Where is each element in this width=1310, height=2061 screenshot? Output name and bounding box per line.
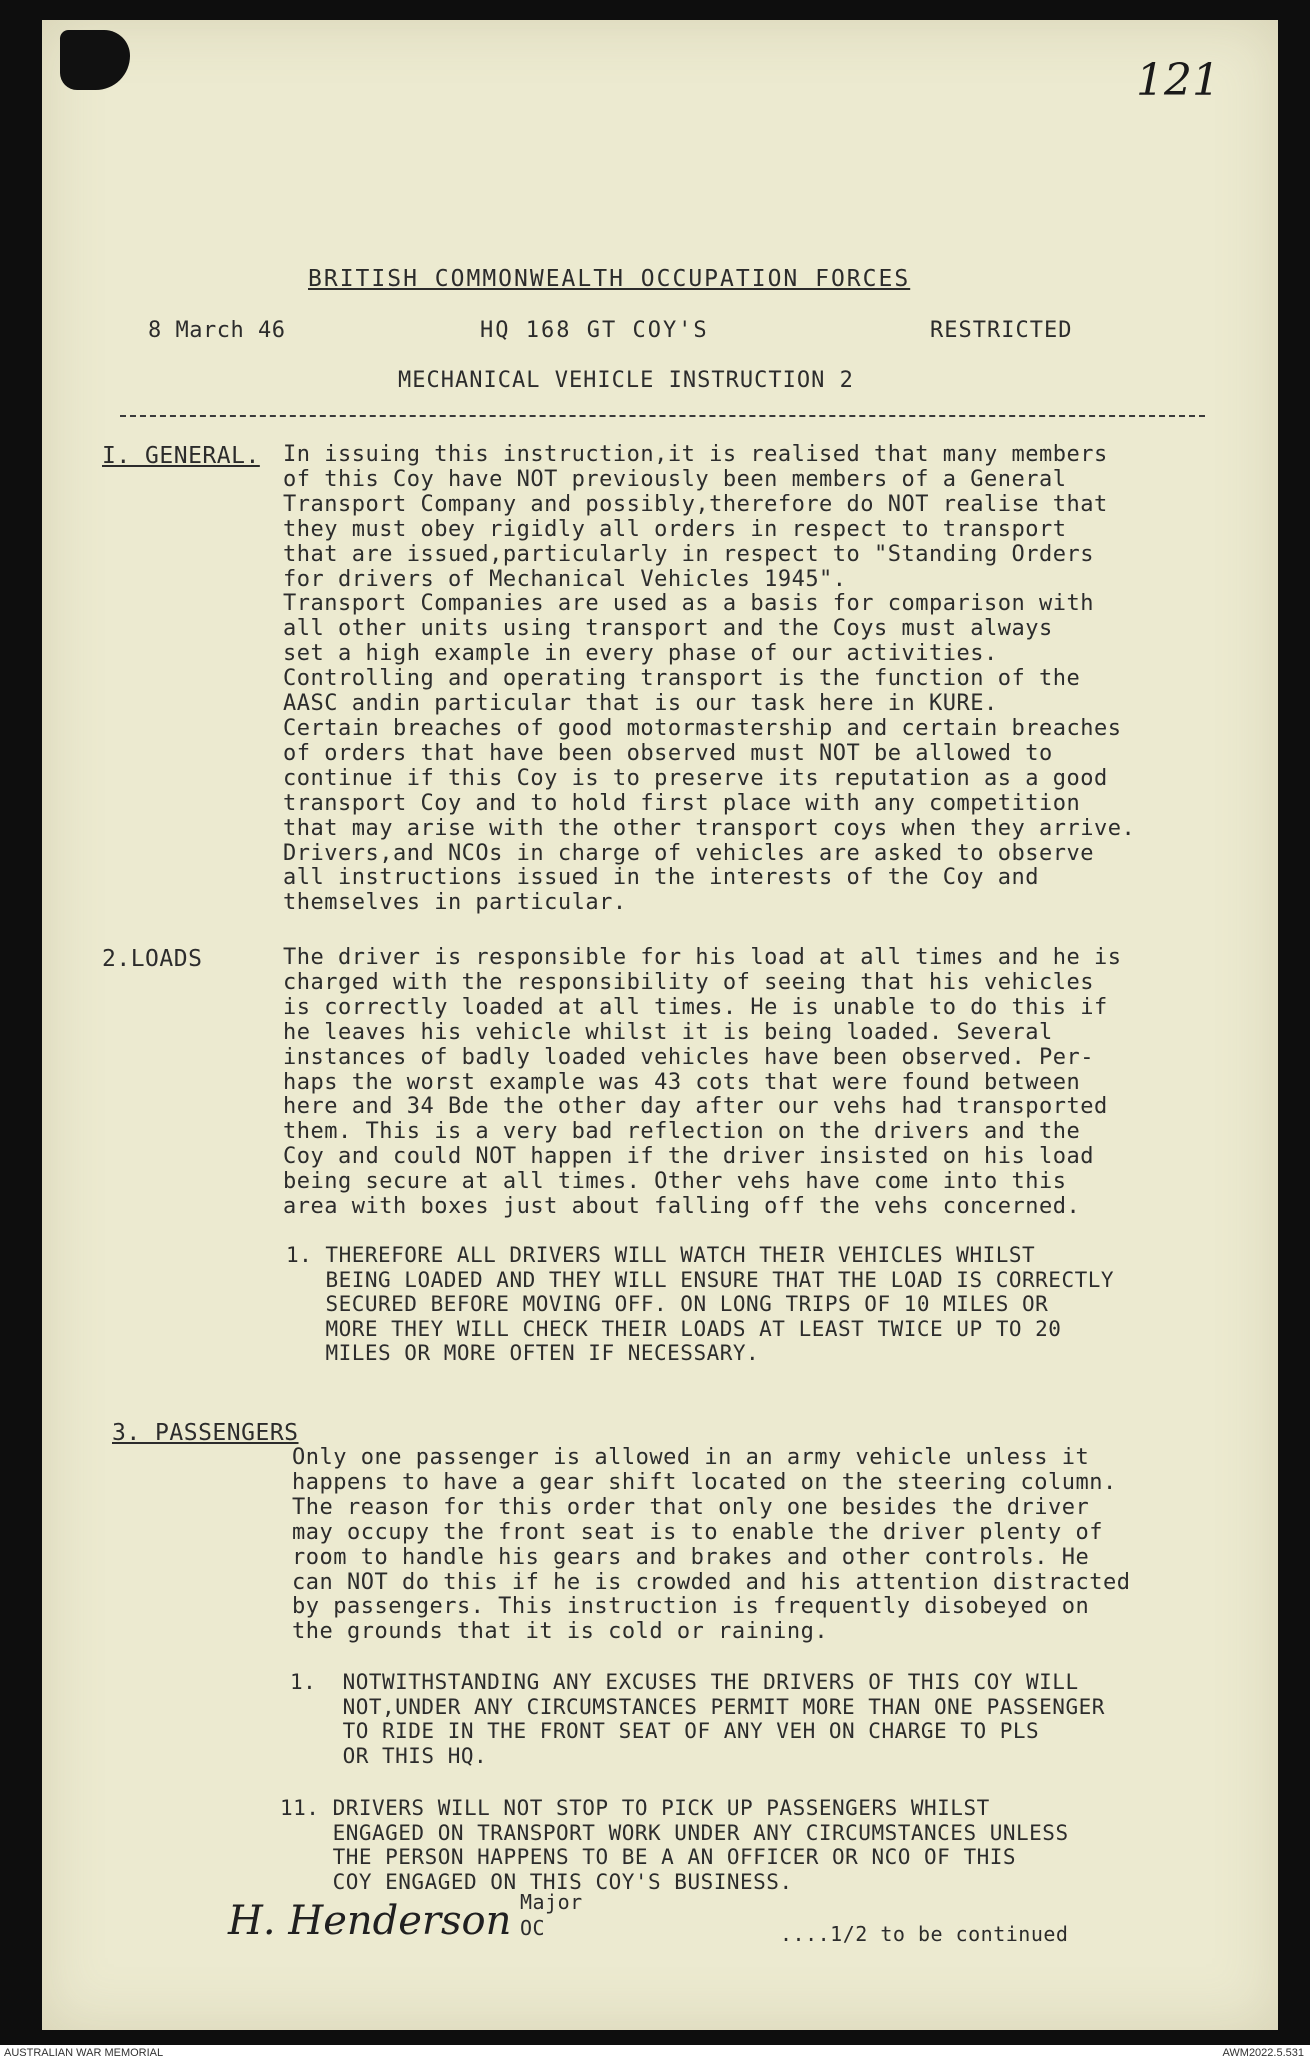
continued-note: ....1/2 to be continued: [780, 1922, 1069, 1946]
headquarters-unit: HQ 168 GT COY'S: [480, 318, 709, 343]
document-date: 8 March 46: [148, 318, 286, 343]
archive-credit: AUSTRALIAN WAR MEMORIAL: [4, 2047, 164, 2059]
passengers-order-2: 11. DRIVERS WILL NOT STOP TO PICK UP PASSENGERS WHILST ENGAGED ON TRANSPORT WORK UNDER ANY CIRCUMSTANCES UNLESS THE PERSON HAPPENS TO BE A AN OFFICER OR NCO OF THIS COY ENGAGED ON THIS COY'S BUSINESS.: [280, 1796, 1069, 1894]
folio-number: 121: [1136, 55, 1220, 106]
section-general-label: I. GENERAL.: [102, 443, 260, 469]
loads-order-1: 1. THEREFORE ALL DRIVERS WILL WATCH THEIR VEHICLES WHILST BEING LOADED AND THEY WILL ENSURE THAT THE LOAD IS CORRECTLY SECURED BEFORE MOVING OFF. ON LONG TRIPS OF 10 MILES OR MORE THEY WILL CHECK THEIR LOADS AT LEAST TWICE UP TO 20 MILES OR MORE OFTEN IF NECESSARY.: [286, 1243, 1115, 1366]
section-loads-text: The driver is responsible for his load at all times and he is charged with the responsibility of seeing that his vehicles is correctly loaded at all times. He is unable to do this if he leaves his vehicle whilst it is being loaded. Several instances of badly loaded vehicles have been observed. Per- haps the worst example was 43 cots that were found between here and 34 Bde the other day after our vehs had transported them. This is a very bad reflection on the drivers and the Coy and could NOT happen if the driver insisted on his load being secure at all times. Other vehs have come into this area with boxes just about falling off the vehs concerned.: [283, 945, 1122, 1220]
section-passengers-label: 3. PASSENGERS: [112, 1420, 299, 1446]
section-passengers-text: Only one passenger is allowed in an army vehicle unless it happens to have a gear shift located on the steering column. The reason for this order that only one besides the driver may occupy the front seat is to enable the driver plenty of room to handle his gears and brakes and other controls. He can NOT do this if he is crowded and his attention distracted by passengers. This instruction is frequently disobeyed on the grounds that it is cold or raining.: [292, 1445, 1131, 1645]
header-divider: [120, 415, 1205, 417]
classification-marking: RESTRICTED: [930, 318, 1073, 343]
section-loads-label: 2.LOADS: [102, 946, 203, 972]
signature: H. Henderson: [228, 1898, 512, 1944]
document-title: BRITISH COMMONWEALTH OCCUPATION FORCES: [308, 266, 911, 292]
instruction-title: MECHANICAL VEHICLE INSTRUCTION 2: [398, 368, 854, 393]
passengers-order-1: 1. NOTWITHSTANDING ANY EXCUSES THE DRIVERS OF THIS COY WILL NOT,UNDER ANY CIRCUMSTANCES PERMIT MORE THAN ONE PASSENGER TO RIDE IN THE FRONT SEAT OF ANY VEH ON CHARGE TO PLS OR THIS HQ.: [290, 1670, 1105, 1768]
signatory-appointment: OC: [520, 1916, 546, 1940]
section-general-text: In issuing this instruction,it is realised that many members of this Coy have NOT previously been members of a General Transport Company and possibly,therefore do NOT realise that they must obey rigidly all orders in respect to transport that are issued,particularly in respect to "Standing Orders for drivers of Mechanical Vehicles 1945". Transport Companies are used as a basis for comparison with all other units using transport and the Coys must always set a high example in every phase of our activities. Controlling and operating transport is the function of the AASC andin particular that is our task here in KURE. Certain breaches of good motormastership and certain breaches of orders that have been observed must NOT be allowed to continue if this Coy is to preserve its reputation as a good transport Coy and to hold first place with any competition that may arise with the other transport coys when they arrive. Drivers,and NCOs in charge of vehicles are asked to observe all instructions issued in the interests of the Coy and themselves in particular.: [283, 442, 1136, 916]
signatory-rank: Major: [520, 1890, 583, 1914]
archive-reference: AWM2022.5.531: [1222, 2047, 1304, 2059]
